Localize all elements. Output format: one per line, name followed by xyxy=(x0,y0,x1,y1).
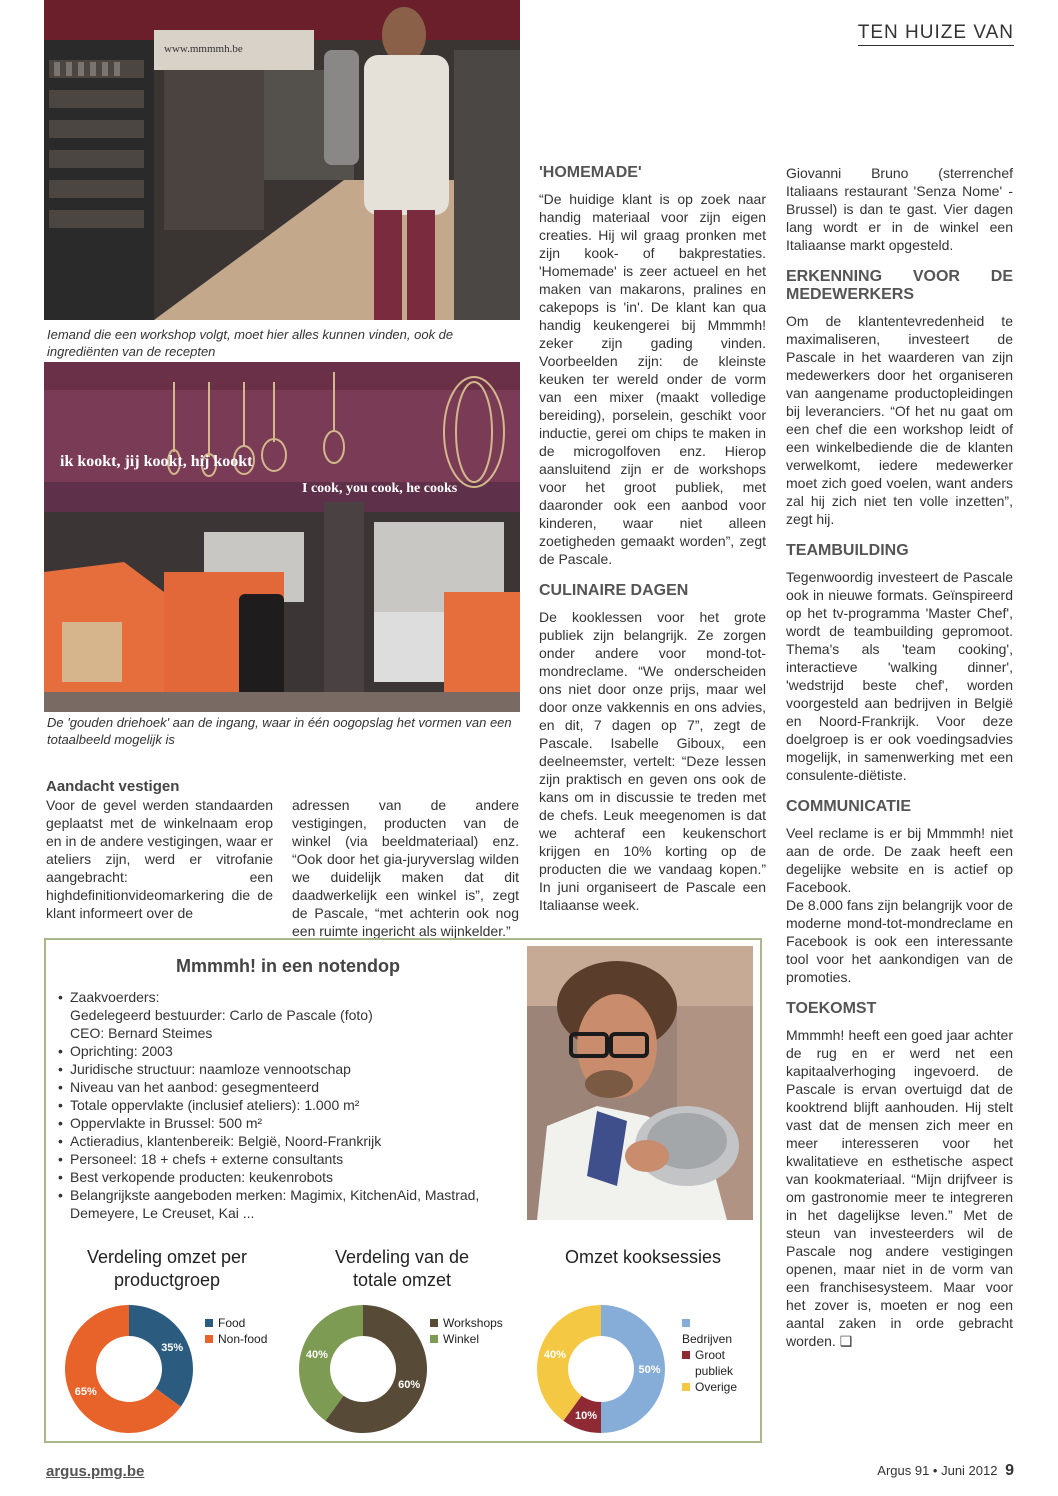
facts-list xyxy=(58,988,523,1222)
legend-swatch xyxy=(205,1319,213,1327)
aandacht-column-1 xyxy=(46,778,273,922)
toekomst-heading: TOEKOMST xyxy=(786,1000,877,1017)
toekomst-text: Mmmmh! heeft een goed jaar achter de rug en er werd net een kapitaalverhoging ingevoerd. de Pascale is ervan overtuigd dat de kooktrend blijft aanhouden. Hij stelt vast dat de mensen zich meer en meer interesseren voor het kwalitatieve en esthetische aspect van kookmateriaal. “Mijn drijfveer is om gastronomie meer te integreren in het dagelijkse leven.” Met de steun van investeerders wil de Pascale nog andere vestigingen openen, maar niet in de vorm van een franchisesysteem. Maar voor het zover is, moeten er nog een aantal zaken in orde gebracht worden. ❑ xyxy=(786,1027,1013,1349)
footer-website[interactable]: argus.pmg.be xyxy=(46,1463,145,1480)
notendop-title: Mmmmh! in een notendop xyxy=(176,956,400,976)
culinaire-dagen-heading: CULINAIRE DAGEN xyxy=(539,582,689,599)
legend-swatch xyxy=(682,1351,690,1359)
aandacht-column-2 xyxy=(292,796,519,940)
fact-item: • Totale oppervlakte (inclusief ateliers): 1.000 m² xyxy=(58,1096,523,1114)
chart3-legend xyxy=(682,1315,744,1395)
aandacht-text-2: adressen van de andere vestigingen, producten van de winkel (via beeldmateriaal) enz. “Ook door het gia-juryverslag wilden we duidelijk maken dat dit daadwerkelijk een winkel is”, zegt de Pascale, “met achterin ook nog een ruimte ingericht als wijnkelder.” xyxy=(292,797,519,939)
middle-column xyxy=(539,164,766,924)
fact-item: • Actieradius, klantenbereik: België, Noord-Frankrijk xyxy=(58,1132,523,1150)
entrance-photo xyxy=(44,362,520,712)
fact-sub-item: CEO: Bernard Steimes xyxy=(70,1025,213,1041)
legend-swatch xyxy=(205,1335,213,1343)
fact-item: • Niveau van het aanbod: gesegmenteerd xyxy=(58,1078,523,1096)
legend-item: Overige xyxy=(682,1379,744,1395)
giovanni-text: Giovanni Bruno (sterrenchef Italiaans restaurant 'Senza Nome' - Brussel) is dan te gast. Vier dagen lang wordt er in de winkel een Italiaanse markt opgesteld. xyxy=(786,165,1013,253)
aandacht-heading: Aandacht vestigen xyxy=(46,778,180,795)
legend-item: Winkel xyxy=(430,1331,510,1347)
communicatie-heading: COMMUNICATIE xyxy=(786,798,912,815)
fact-item: • Juridische structuur: naamloze vennootschap xyxy=(58,1060,523,1078)
donut-data-label: 40% xyxy=(305,1349,328,1362)
section-tag: TEN HUIZE VAN xyxy=(858,22,1014,46)
chart2-title: Verdeling van de totale omzet xyxy=(334,1247,470,1290)
photo1-caption: Iemand die een workshop volgt, moet hier alles kunnen vinden, ook de ingrediënten van de recepten xyxy=(47,327,454,359)
chart3-donut xyxy=(534,1302,668,1436)
fact-item: • Belangrijkste aangeboden merken: Magimix, KitchenAid, Mastrad, Demeyere, Le Creuset, Kai ... xyxy=(58,1186,523,1222)
footer-issue-text: Argus 91 • Juni 2012 xyxy=(877,1463,998,1478)
teambuilding-heading: TEAMBUILDING xyxy=(786,542,909,559)
erkenning-text: Om de klantentevredenheid te maximaliseren, investeert de Pascale in het waarderen van zijn medewerkers door het organiseren van aangename productopleidingen bij leveranciers. “Of het nu gaat om een chef die een workshop leidt of een winkelbediende die de klanten verwelkomt, iedere medewerker moet zich goed voelen, want anders zal hij zich niet ten volle inzetten”, zegt hij. xyxy=(786,313,1013,527)
communicatie-text-2: De 8.000 fans zijn belangrijk voor de moderne mond-tot-mondreclame en Facebook is ook een interessante tool voor het aankondigen van de promoties. xyxy=(786,897,1013,985)
legend-item: Groot publiek xyxy=(682,1347,744,1379)
fact-item: • Oppervlakte in Brussel: 500 m² xyxy=(58,1114,523,1132)
right-column xyxy=(786,164,1013,1360)
donut-data-label: 35% xyxy=(161,1341,184,1354)
fact-item: • Oprichting: 2003 xyxy=(58,1042,523,1060)
legend-swatch xyxy=(682,1383,690,1391)
homemade-text: “De huidige klant is op zoek naar handig materiaal voor zijn eigen creaties. Hij wil graag pronken met zijn kook- of bakprestaties. 'Homemade' is zeer actueel en het maken van makarons, pralines en cakepops is 'in'. De klant kan qua handig keukengerei bij Mmmmh! zeker zijn gading vinden. Voorbeelden zijn: de kleinste keuken ter wereld onder de vorm van een mixer (maakt volledige bereiding), porselein, geschikt voor inductie, gerei om chips te maken in de microgolfoven enz. Hierop aansluitend zijn er de workshops voor het groot publiek, met daaronder ook een aanbod voor kinderen, waar niet alleen zoetigheden gemaakt worden”, zegt de Pascale. xyxy=(539,191,766,567)
donut-data-label: 60% xyxy=(398,1378,421,1391)
erkenning-heading: ERKENNING VOOR DE MEDEWERKERS xyxy=(786,268,1013,303)
teambuilding-text: Tegenwoordig investeert de Pascale ook in nieuwe formats. Geïnspireerd op het tv-programma 'Master Chef', wordt de teambuilding gepromoot. Thema's als 'team cooking', interactieve 'walking dinner', 'wedstrijd beste chef', worden voorgesteld aan bedrijven in België en Noord-Frankrijk. Voor deze doelgroep is er ook voedingsadvies mogelijk, in samenwerking met een consulente-diëtiste. xyxy=(786,569,1013,783)
communicatie-text-1: Veel reclame is er bij Mmmmh! niet aan de orde. De zaak heeft een degelijke website en is actief op Facebook. xyxy=(786,825,1013,895)
legend-item: Non-food xyxy=(205,1331,285,1347)
store-interior-photo xyxy=(44,0,520,320)
donut-data-label: 40% xyxy=(543,1349,566,1362)
donut-data-label: 10% xyxy=(574,1410,598,1423)
wall-text-right: I cook, you cook, he cooks xyxy=(302,481,458,496)
fact-item: • Zaakvoerders: Gedelegeerd bestuurder: Carlo de Pascale (foto) CEO: Bernard Steimes xyxy=(58,988,523,1042)
photo2-caption: De 'gouden driehoek' aan de ingang, waar in één oogopslag het vormen van een totaalbeeld mogelijk is xyxy=(47,715,512,747)
chart2-legend xyxy=(430,1315,510,1347)
fact-item: • Personeel: 18 + chefs + externe consultants xyxy=(58,1150,523,1168)
footer-issue xyxy=(877,1462,1014,1480)
culinaire-dagen-text: De kooklessen voor het grote publiek zijn belangrijk. Ze zorgen onder andere voor mond-tot-mondreclame. “We onderscheiden ons niet door onze prijs, maar wel door onze vakkennis en ons advies, en dit, 7 dagen op 7”, zegt de Pascale. Isabelle Giboux, een deelneemster, vertelt: “Deze lessen zijn praktisch en geven ons ook de kans om in discussie te treden met de chefs. Leuk meegenomen is dat we achteraf een keukenschort krijgen en 10% korting op de producten die we vandaag kopen.” In juni organiseert de Pascale een Italiaanse week. xyxy=(539,609,766,913)
legend-item: Food xyxy=(205,1315,285,1331)
legend-item: Workshops xyxy=(430,1315,510,1331)
legend-swatch xyxy=(430,1335,438,1343)
homemade-heading: 'HOMEMADE' xyxy=(539,164,642,181)
portrait-photo xyxy=(527,946,753,1220)
aandacht-text-1: Voor de gevel werden standaarden geplaatst met de winkelnaam erop en in de andere vestigingen, waar er ateliers zijn, werd er vitrofanie aangebracht: een highdefinitionvideomarkering die de klant informeert over de xyxy=(46,797,273,921)
chart1-donut xyxy=(62,1302,196,1436)
chart1-legend xyxy=(205,1315,285,1347)
chart1-title: Verdeling omzet per productgroep xyxy=(86,1247,248,1290)
donut-data-label: 50% xyxy=(638,1364,661,1376)
wall-text-left: ik kookt, jij kookt, hij kookt xyxy=(60,453,253,470)
chart3-title: Omzet kooksessies xyxy=(564,1247,722,1267)
fact-item: • Best verkopende producten: keukenrobots xyxy=(58,1168,523,1186)
legend-swatch xyxy=(682,1319,690,1327)
store-sign: www.mmmmh.be xyxy=(164,43,243,55)
fact-sub-item: Gedelegeerd bestuurder: Carlo de Pascale (foto) xyxy=(70,1007,373,1023)
legend-swatch xyxy=(430,1319,438,1327)
donut-slice xyxy=(129,1305,193,1407)
chart2-donut xyxy=(296,1302,430,1436)
legend-item: Bedrijven xyxy=(682,1315,744,1347)
page-number: 9 xyxy=(1005,1462,1014,1479)
donut-data-label: 65% xyxy=(74,1386,97,1399)
